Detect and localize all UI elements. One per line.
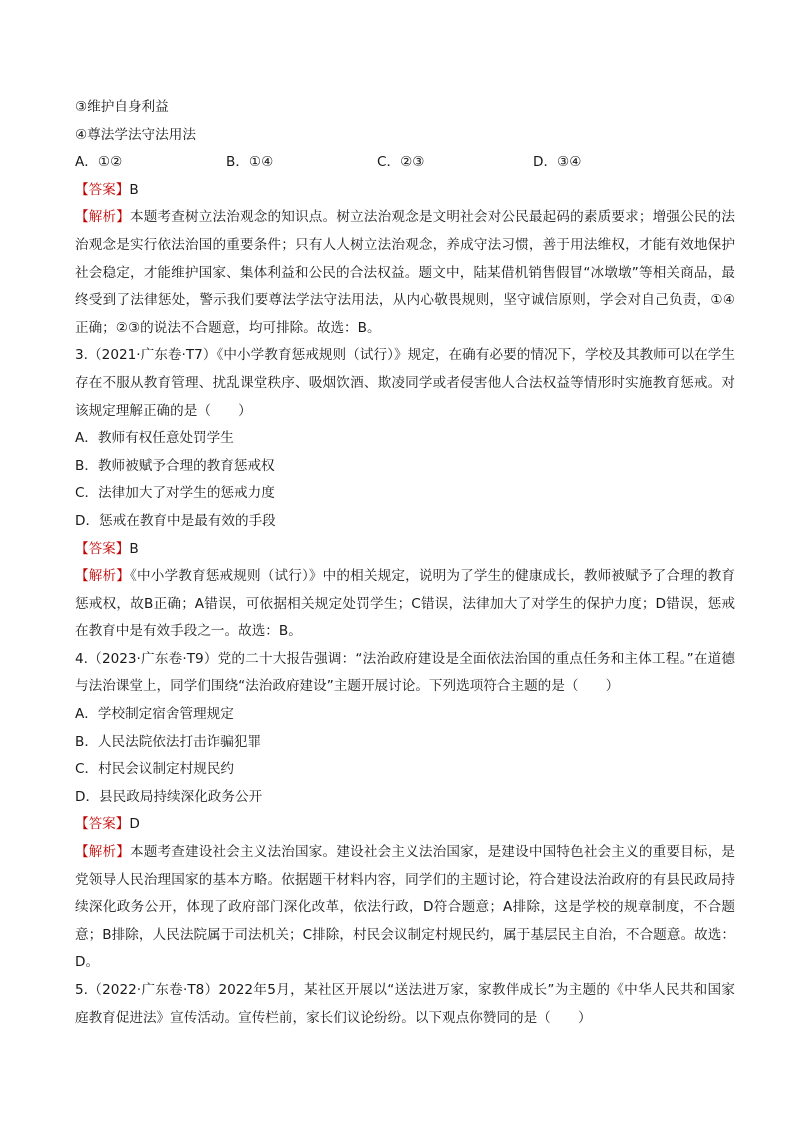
q2-options	[75, 149, 735, 177]
q3-option-d: D．惩戒在教育中是最有效的手段	[75, 512, 276, 529]
answer-value: B	[129, 181, 139, 198]
answer-value: D	[129, 816, 140, 833]
q2-option-a: A．①②	[75, 154, 123, 171]
q4-option-c: C．村民会议制定村规民约	[75, 761, 235, 778]
q4-option-b: B．人民法院依法打击诈骗犯罪	[75, 733, 262, 750]
analysis-text: 本题考查树立法治观念的知识点。树立法治观念是文明社会对公民最起码的素质要求；增强公民的法治观念是实行依法治国的重要条件；只有人人树立法治观念，养成守法习惯，善于用法维权，才能有效地保护社会稳定，才能维护国家、集体利益和公民的合法权益。题文中，陆某借机销售假冒“冰墩墩”等相关商品，最终受到了法律惩处，警示我们要尊法学法守法用法，从内心敬畏规则，坚守诚信原则，学会对自己负责，①④正确；②③的说法不合题意，均可排除。故选：B。	[75, 209, 735, 336]
q4-answer	[75, 811, 735, 839]
q2-option-d: D．③④	[533, 154, 582, 171]
answer-label: 【答案】	[75, 181, 130, 198]
q3-option-c: C．法律加大了对学生的惩戒力度	[75, 485, 275, 502]
q2-option-b: B．①④	[226, 154, 274, 171]
answer-label: 【答案】	[75, 540, 130, 557]
q4-option-d: D．县民政局持续深化政务公开	[75, 788, 263, 805]
q2-item-3: ③维护自身利益	[75, 99, 169, 115]
question-content	[75, 94, 735, 1032]
q4-option-a: A．学校制定宿舍管理规定	[75, 706, 234, 723]
answer-value: B	[129, 540, 139, 557]
q2-option-c: C．②③	[377, 154, 425, 171]
q2-item-4: ④尊法学法守法用法	[75, 126, 196, 143]
analysis-label: 【解析】	[75, 844, 131, 861]
q2-answer	[75, 177, 735, 205]
analysis-text: 《中小学教育惩戒规则（试行）》中的相关规定，说明为了学生的健康成长，教师被赋予了合理的教育惩戒权，故B正确；A错误，可依据相关规定处罚学生；C错误，法律加大了对学生的保护力度；D错误，惩戒在教育中是有效手段之一。故选：B。	[75, 568, 735, 640]
q4-stem: 4.（2023·广东卷·T9）党的二十大报告强调：“法治政府建设是全面依法治国的重点任务和主体工程。”在道德与法治课堂上，同学们围绕“法治政府建设”主题开展讨论。下列选项符合主题的是（ ）	[75, 650, 735, 695]
q3-option-a: A．教师有权任意处罚学生	[75, 430, 234, 447]
q4-analysis	[75, 839, 735, 977]
q3-answer	[75, 536, 735, 564]
q2-analysis	[75, 204, 735, 342]
q3-analysis	[75, 563, 735, 646]
q5-stem: 5.（2022·广东卷·T8）2022年5月，某社区开展以“送法进万家，家教伴成长”为主题的《中华人民共和国家庭教育促进法》宣传活动。宣传栏前，家长们议论纷纷。以下观点你赞同的是（ ）	[75, 982, 735, 1026]
analysis-label: 【解析】	[75, 568, 130, 585]
q3-stem: 3.（2021·广东卷·T7）《中小学教育惩戒规则（试行）》规定，在确有必要的情况下，学校及其教师可以在学生存在不服从教育管理、扰乱课堂秩序、吸烟饮酒、欺凌同学或者侵害他人合法权益等情形时实施教育惩戒。对该规定理解正确的是（ ）	[75, 347, 735, 419]
q3-option-b: B．教师被赋予合理的教育惩戒权	[75, 457, 275, 474]
analysis-label: 【解析】	[75, 209, 131, 226]
analysis-text: 本题考查建设社会主义法治国家。建设社会主义法治国家，是建设中国特色社会主义的重要目标，是党领导人民治理国家的基本方略。依据题干材料内容，同学们的主题讨论，符合建设法治政府的有县民政局持续深化政务公开，体现了政府部门深化改革，依法行政，D符合题意；A排除，这是学校的规章制度，不合题意；B排除，人民法院属于司法机关；C排除，村民会议制定村规民约，属于基层民主自治，不合题意。故选：D。	[75, 844, 735, 971]
answer-label: 【答案】	[75, 816, 130, 833]
